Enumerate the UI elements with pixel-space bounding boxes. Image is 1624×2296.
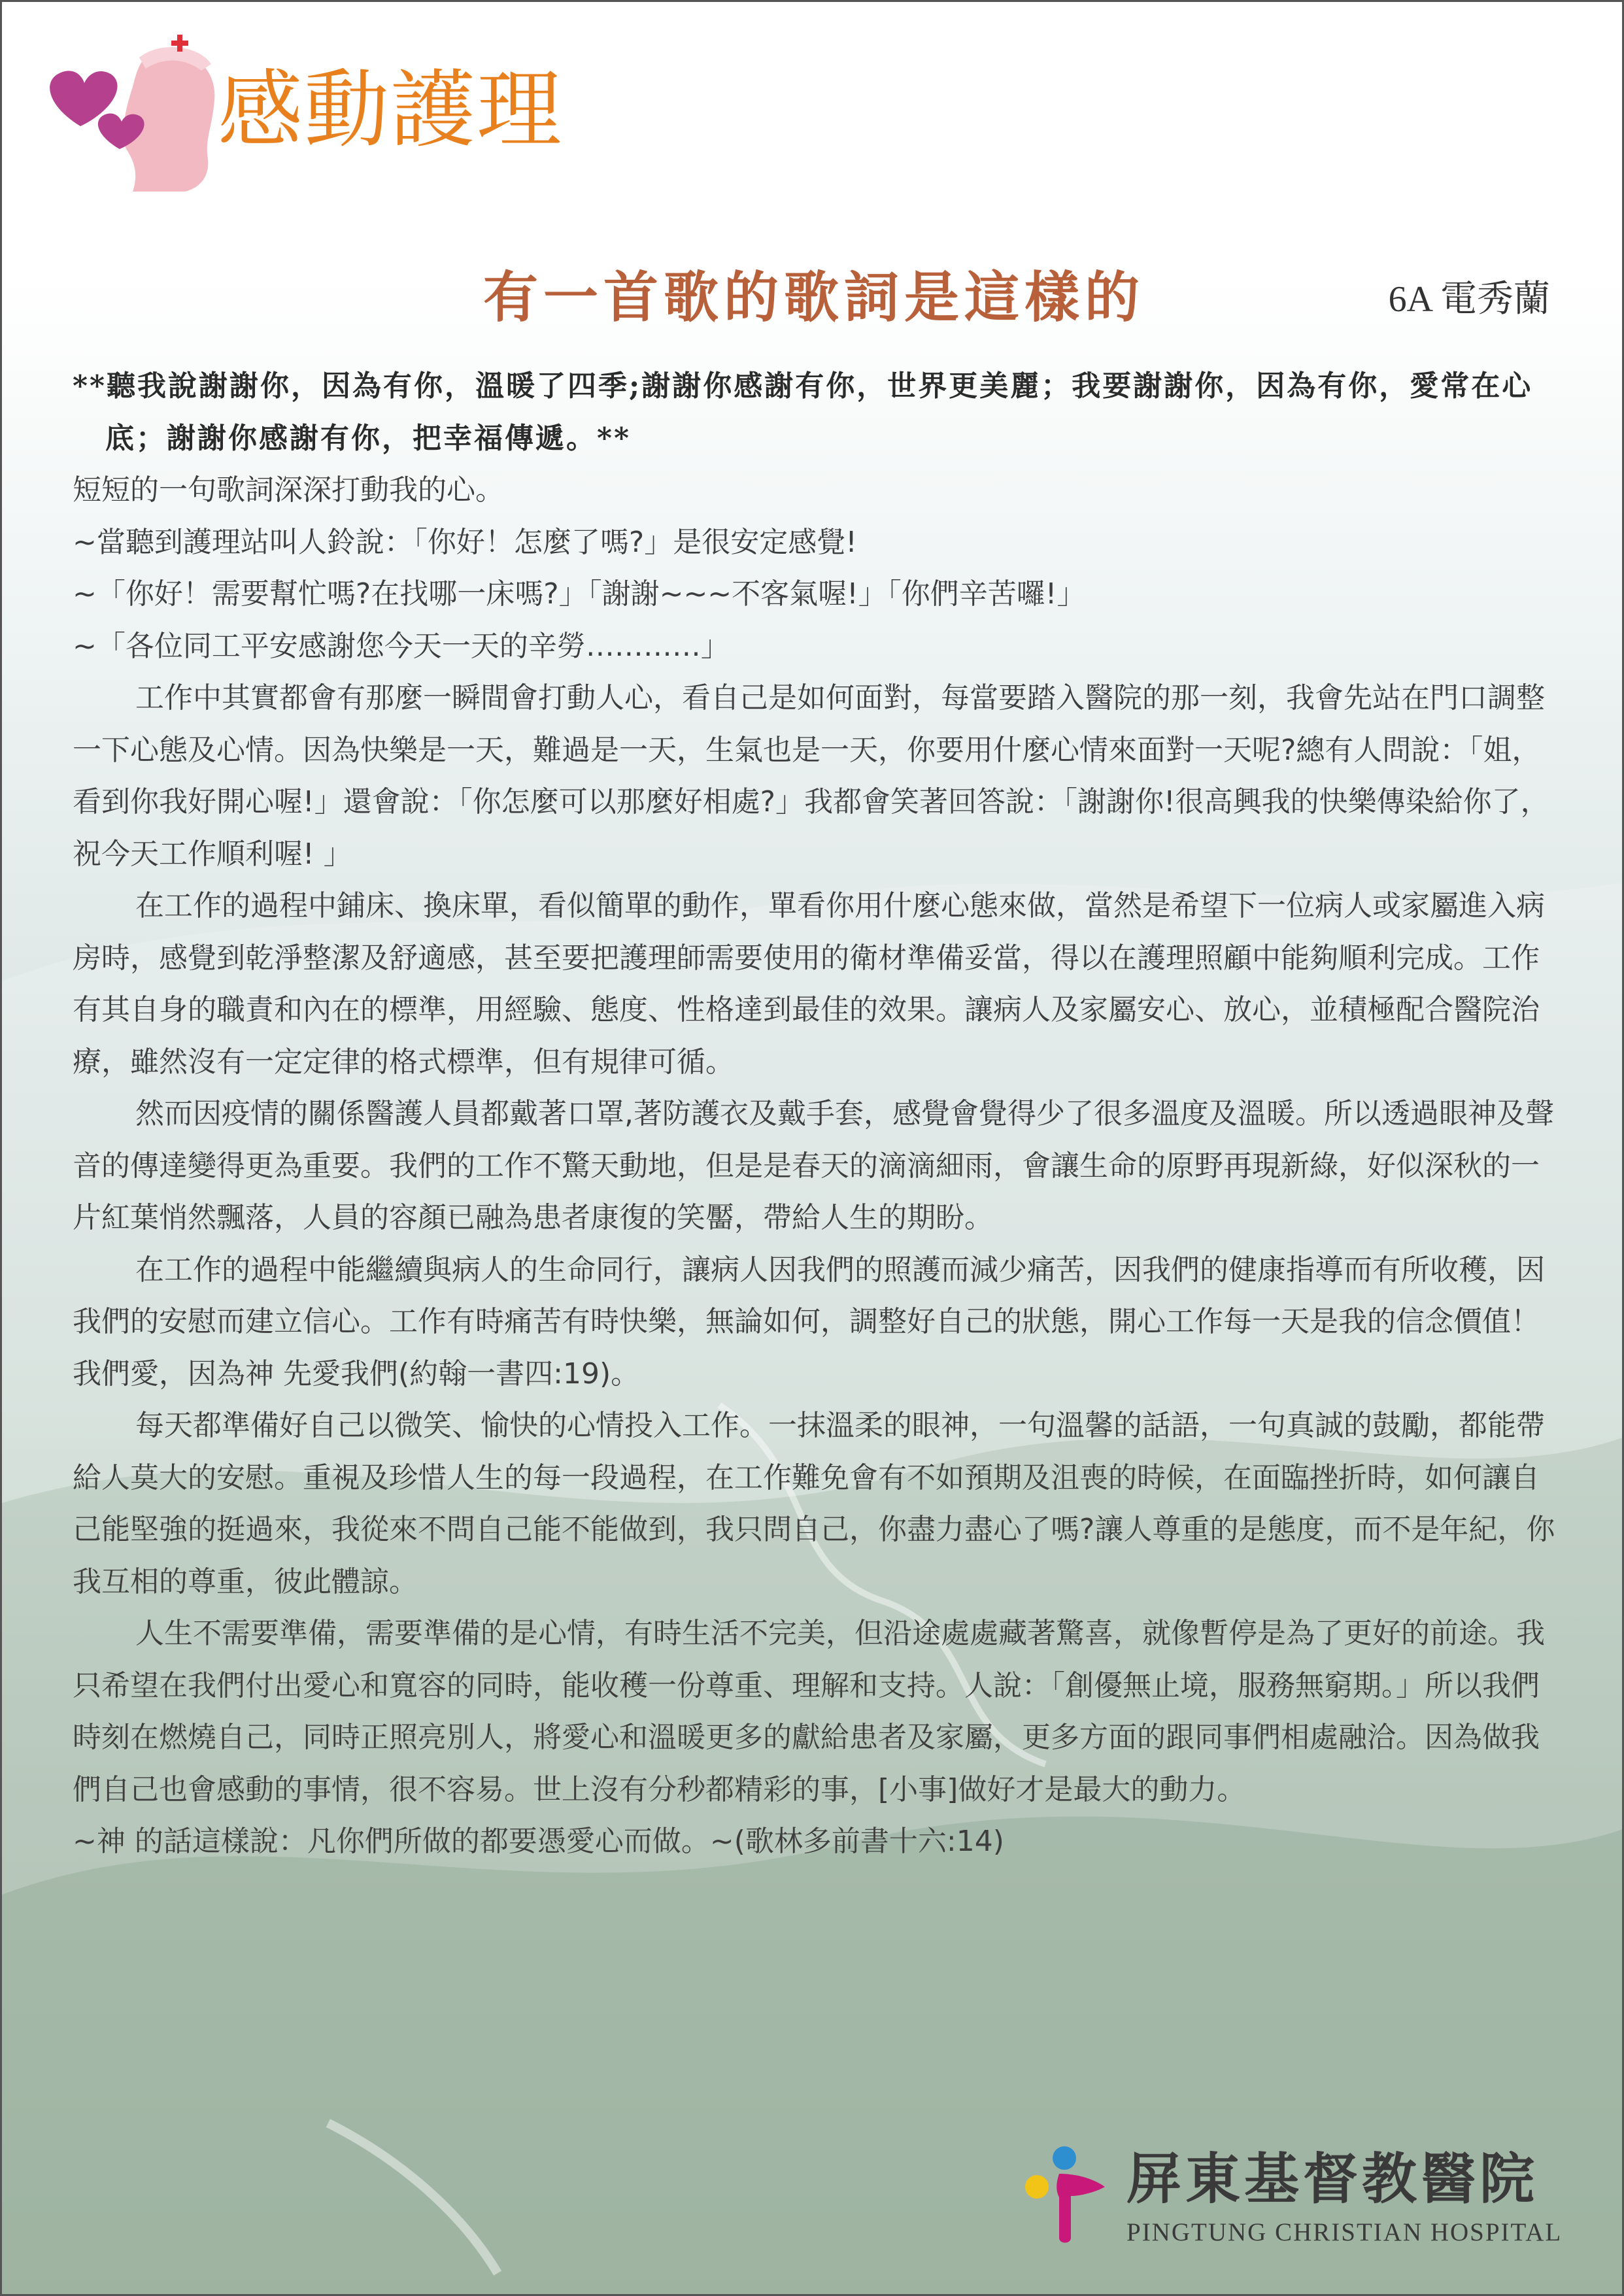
paragraph: 每天都準備好自己以微笑、愉快的心情投入工作。一抹溫柔的眼神，一句溫馨的話語，一句真誠的鼓勵，都能帶給人莫大的安慰。重視及珍惜人生的每一段過程，在工作難免會有不如預期及沮喪的時候，在面臨挫折時，如何讓自己能堅強的挺過來，我從來不問自己能不能做到，我只問自己，你盡力盡心了嗎?讓人尊重的是態度，而不是年紀，你我互相的尊重，彼此體諒。	[73, 1409, 1555, 1598]
article-author: 6A 電秀蘭	[1388, 279, 1550, 320]
article-title: 有一首歌的歌詞是這樣的	[482, 265, 1145, 329]
article-body	[73, 360, 1557, 1868]
intro-line: 短短的一句歌詞深深打動我的心。	[73, 473, 504, 507]
header-logo	[35, 28, 571, 198]
closing-verse: ~神 的話這樣說：凡你們所做的都要憑愛心而做。~(歌林多前書十六:14)	[73, 1825, 1004, 1858]
paragraph: 工作中其實都會有那麼一瞬間會打動人心，看自己是如何面對，每當要踏入醫院的那一刻，我會先站在門口調整一下心態及心情。因為快樂是一天，難過是一天，生氣也是一天，你要用什麼心情來面對一天呢?總有人問說：「姐，看到你我好開心喔!」還會說：「你怎麼可以那麼好相處?」我都會笑著回答說：「謝謝你!很高興我的快樂傳染給你了，祝今天工作順利喔! 」	[73, 681, 1549, 871]
song-lyric: **聽我說謝謝你，因為有你，溫暖了四季;謝謝你感謝有你，世界更美麗；我要謝謝你，因為有你，愛常在心底；謝謝你感謝有你，把幸福傳遞。**	[73, 369, 1533, 455]
paragraph: 人生不需要準備，需要準備的是心情，有時生活不完美，但沿途處處藏著驚喜，就像暫停是為了更好的前途。我只希望在我們付出愛心和寬容的同時，能收穫一份尊重、理解和支持。人說：「創優無止境，服務無窮期。」所以我們時刻在燃燒自己，同時正照亮別人，將愛心和溫暖更多的獻給患者及家屬，更多方面的跟同事們相處融洽。因為做我們自己也會感動的事情，很不容易。世上沒有分秒都精彩的事，[小事]做好才是最大的動力。	[73, 1617, 1545, 1806]
paragraph: 在工作的過程中鋪床、換床單，看似簡單的動作，單看你用什麼心態來做，當然是希望下一位病人或家屬進入病房時，感覺到乾淨整潔及舒適感，甚至要把護理師需要使用的衛材準備妥當，得以在護理照顧中能夠順利完成。工作有其自身的職責和內在的標準，用經驗、態度、性格達到最佳的效果。讓病人及家屬安心、放心，並積極配合醫院治療，雖然沒有一定定律的格式標準，但有規律可循。	[73, 889, 1545, 1079]
quote-line: ~「各位同工平安感謝您今天一天的辛勞…………」	[73, 629, 730, 663]
hospital-cross-icon	[1019, 2140, 1117, 2251]
paragraph: 在工作的過程中能繼續與病人的生命同行，讓病人因我們的照護而減少痛苦，因我們的健康指導而有所收穫，因我們的安慰而建立信心。工作有時痛苦有時快樂，無論如何，調整好自己的狀態，開心工作每一天是我的信念價值！我們愛，因為神 先愛我們(約翰一書四:19)。	[73, 1253, 1545, 1391]
logo-title: 感動護理	[218, 60, 564, 160]
hospital-name-english: PINGTUNG CHRISTIAN HOSPITAL	[1126, 2218, 1563, 2246]
paragraph: 然而因疫情的關係醫護人員都戴著口罩,著防護衣及戴手套，感覺會覺得少了很多溫度及溫暖。所以透過眼神及聲音的傳達變得更為重要。我們的工作不驚天動地，但是是春天的滴滴細雨，會讓生命的原野再現新綠，好似深秋的一片紅葉悄然飄落，人員的容顏已融為患者康復的笑靨，帶給人生的期盼。	[73, 1097, 1554, 1234]
hospital-logo	[1019, 2140, 1561, 2257]
hospital-name: 屏東基督教醫院	[1126, 2146, 1539, 2211]
quote-line: ~當聽到護理站叫人鈴說：「你好！怎麼了嗎?」是很安定感覺!	[73, 525, 857, 559]
quote-line: ~「你好！需要幫忙嗎?在找哪一床嗎?」「謝謝~~~不客氣喔!」「你們辛苦囉!」	[73, 577, 1086, 611]
nurse-heart-logo-icon	[35, 28, 231, 198]
